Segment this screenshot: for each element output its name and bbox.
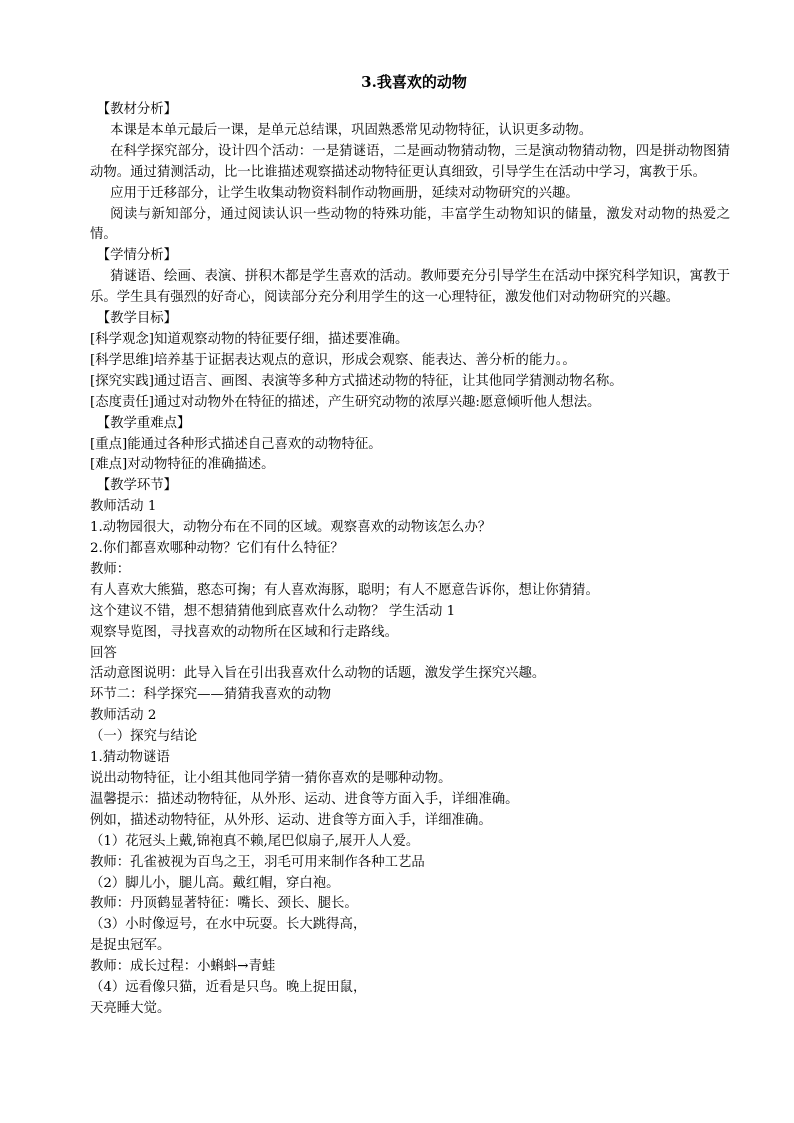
text-line: 教师：丹顶鹤显著特征：嘴长、颈长、腿长。	[90, 896, 358, 912]
text-line: 猜谜语、绘画、表演、拼积木都是学生喜欢的活动。教师要充分引导学生在活动中探究科学知识，寓教于乐。学生具有强烈的好奇心，阅读部分充分利用学生的这一心理特征，激发他们对动物研究的兴趣。	[90, 269, 730, 306]
text-line: 本课是本单元最后一课，是单元总结课，巩固熟悉常见动物特征，认识更多动物。	[110, 122, 593, 138]
text-line: （3）小时像逗号，在水中玩耍。长大跳得高，	[90, 917, 367, 933]
text-line: 【学情分析】	[96, 248, 178, 264]
text-line: 天亮睡大觉。	[90, 1000, 171, 1016]
text-line: [重点]能通过各种形式描述自己喜欢的动物特征。	[90, 436, 382, 452]
text-line: 观察导览图，寻找喜欢的动物所在区域和行走路线。	[90, 624, 398, 640]
text-line: 活动意图说明：此导入旨在引出我喜欢什么动物的话题，激发学生探究兴趣。	[90, 666, 546, 682]
text-line: 回答	[90, 645, 117, 661]
text-line: 教师活动 1	[90, 499, 157, 515]
text-line: 教师：孔雀被视为百鸟之王，羽毛可用来制作各种工艺品	[90, 854, 425, 870]
text-line: （4）远看像只猫，近看是只鸟。晚上捉田鼠，	[90, 980, 367, 996]
text-line: （一）探究与结论	[90, 729, 198, 745]
document-body	[90, 100, 730, 1020]
text-line: 1.猜动物谜语	[90, 750, 170, 766]
text-line: 教师活动 2	[90, 708, 157, 724]
text-line: 环节二：科学探究——猜猜我喜欢的动物	[90, 687, 332, 703]
text-line: 在科学探究部分，设计四个活动：一是猜谜语，二是画动物猜动物，三是演动物猜动物，四是拼动物图猜动物。通过猜测活动，比一比谁描述观察描述动物特征更认真细致，引导学生在活动中学习，寓教于乐。	[90, 143, 730, 180]
text-line: [难点]对动物特征的准确描述。	[90, 457, 275, 473]
text-line: 温馨提示：描述动物特征，从外形、运动、进食等方面入手，详细准确。	[90, 791, 519, 807]
text-line: （2）脚儿小，腿儿高。戴红帽，穿白袍。	[90, 875, 340, 891]
document-title: 3.我喜欢的动物	[361, 73, 467, 91]
text-line: （1）花冠头上戴,锦袍真不赖,尾巴似扇子,展开人人爱。	[90, 833, 420, 849]
text-line: 有人喜欢大熊猫，憨态可掬；有人喜欢海豚，聪明；有人不愿意告诉你，想让你猜猜。	[90, 582, 599, 598]
text-line: [科学思维]培养基于证据表达观点的意识，形成会观察、能表达、善分析的能力。。	[90, 352, 576, 368]
text-line: 【教学重难点】	[96, 415, 191, 431]
text-line: 【教材分析】	[96, 102, 178, 117]
text-line: 教师：成长过程：小蝌蚪→青蛙	[90, 959, 276, 975]
text-line: 教师：	[90, 561, 131, 577]
text-line: 例如，描述动物特征，从外形、运动、进食等方面入手，详细准确。	[90, 812, 492, 828]
text-line: 【教学环节】	[96, 478, 178, 494]
text-line: 1.动物园很大，动物分布在不同的区域。观察喜欢的动物该怎么办？	[90, 520, 492, 536]
text-line: 说出动物特征，让小组其他同学猜一猜你喜欢的是哪种动物。	[90, 771, 452, 786]
text-line: [探究实践]通过语言、画图、表演等多种方式描述动物的特征，让其他同学猜测动物名称。	[90, 373, 623, 389]
text-line: 是捉虫冠军。	[90, 938, 171, 954]
text-line: [态度责任]通过对动物外在特征的描述，产生研究动物的浓厚兴趣:愿意倾听他人想法。	[90, 394, 601, 410]
text-line: 应用于迁移部分，让学生收集动物资料制作动物画册，延续对动物研究的兴趣。	[110, 185, 579, 201]
text-line: 阅读与新知部分，通过阅读认识一些动物的特殊功能，丰富学生动物知识的储量，激发对动物的热爱之情。	[90, 206, 730, 243]
text-line: [科学观念]知道观察动物的特征要仔细，描述要准确。	[90, 331, 409, 347]
text-line: 这个建议不错，想不想猜猜他到底喜欢什么动物？ 学生活动 1	[90, 603, 456, 619]
text-line: 【教学目标】	[96, 311, 178, 327]
text-line: 2.你们都喜欢哪种动物？它们有什么特征？	[90, 541, 344, 557]
document-page	[90, 72, 730, 1020]
